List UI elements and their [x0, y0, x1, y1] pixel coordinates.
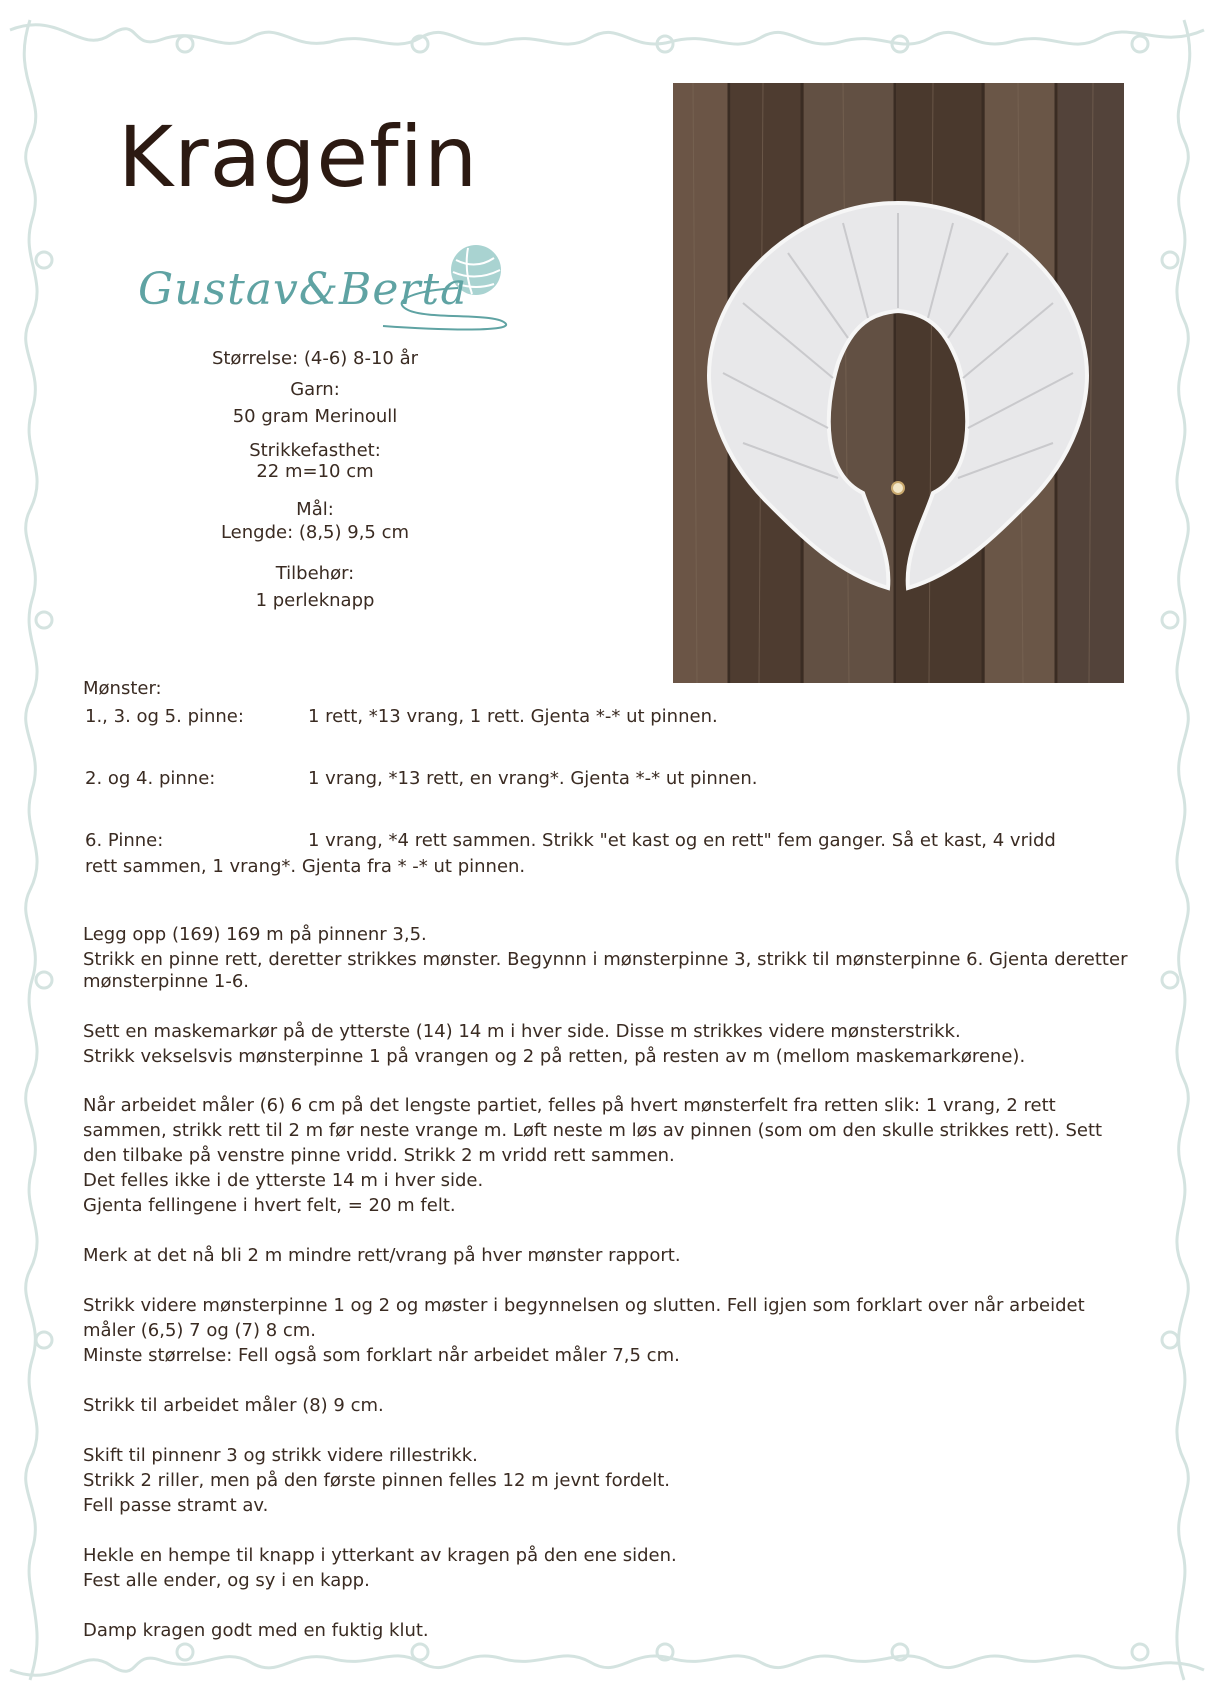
pattern-row-text: 1 vrang, *4 rett sammen. Strikk "et kast og en rett" fem ganger. Så et kast, 4 vridd [308, 830, 1056, 851]
instruction-steam: Damp kragen godt med en fuktig klut. [83, 1620, 429, 1641]
length-value: Lengde: (8,5) 9,5 cm [220, 522, 410, 543]
pattern-heading: Mønster: [83, 678, 162, 699]
pattern-row-label: 6. Pinne: [85, 830, 164, 851]
pattern-row-label: 1., 3. og 5. pinne: [85, 706, 244, 727]
instructions [83, 922, 1133, 1643]
instruction-cast-on: Legg opp (169) 169 m på pinnenr 3,5. [83, 924, 427, 945]
instruction-decrease: Når arbeidet måler (6) 6 cm på det lengste partiet, felles på hvert mønsterfelt fra retten slik: 1 vrang, 2 rett sammen, strikk rett til 2 m før neste vrange m. Løft neste m løs av pinnen (som om den skulle strikkes rett). Sett den tilbake på venstre pinne vridd. Strikk 2 m vridd rett sammen. [83, 1095, 1103, 1166]
instruction-start: Strikk en pinne rett, deretter strikkes mønster. Begynnn i mønsterpinne 3, strikk til mønsterpinne 6. Gjenta deretter mønsterpinne 1-6. [83, 949, 1128, 992]
instruction-smallest: Minste størrelse: Fell også som forklart når arbeidet måler 7,5 cm. [83, 1345, 680, 1366]
specs-block [155, 345, 475, 614]
pattern-row-text: 1 vrang, *13 rett, en vrang*. Gjenta *-* ut pinnen. [308, 768, 758, 789]
brand-name: Gustav&Berta [138, 264, 468, 315]
gauge-value: 22 m=10 cm [256, 461, 374, 482]
yarn-value: 50 gram Merinoull [232, 406, 398, 427]
collar-photo [673, 83, 1124, 683]
instruction-bind-off: Fell passe stramt av. [83, 1495, 269, 1516]
size-line: Størrelse: (4-6) 8-10 år [211, 348, 419, 369]
measure-label: Mål: [296, 499, 334, 520]
instruction-loop: Hekle en hempe til knapp i ytterkant av kragen på den ene siden. [83, 1545, 677, 1566]
instruction-alternate: Strikk vekselsvis mønsterpinne 1 på vrangen og 2 på retten, på resten av m (mellom maskemarkørene). [83, 1046, 1026, 1067]
notions-label: Tilbehør: [275, 563, 355, 584]
instruction-finish: Fest alle ender, og sy i en kapp. [83, 1570, 370, 1591]
yarn-label: Garn: [290, 379, 340, 400]
instruction-repeat: Gjenta fellingene i hvert felt, = 20 m felt. [83, 1195, 456, 1216]
instruction-note: Merk at det nå bli 2 m mindre rett/vrang på hver mønster rapport. [83, 1245, 681, 1266]
brand-logo [138, 240, 518, 340]
pattern-row-label: 2. og 4. pinne: [85, 768, 216, 789]
pattern-row-3-continuation: rett sammen, 1 vrang*. Gjenta fra * -* ut pinnen. [85, 856, 526, 877]
instruction-length: Strikk til arbeidet måler (8) 9 cm. [83, 1395, 384, 1416]
instruction-needle-change: Skift til pinnenr 3 og strikk videre rillestrikk. [83, 1445, 478, 1466]
instruction-continue: Strikk videre mønsterpinne 1 og 2 og møster i begynnelsen og slutten. Fell igjen som forklart over når arbeidet måler (6,5) 7 og (7) 8 cm. [83, 1295, 1085, 1341]
gauge-label: Strikkefasthet: [249, 440, 381, 461]
pattern-row-text: 1 rett, *13 vrang, 1 rett. Gjenta *-* ut pinnen. [308, 706, 718, 727]
instruction-ridges: Strikk 2 riller, men på den første pinnen felles 12 m jevnt fordelt. [83, 1470, 671, 1491]
instruction-markers: Sett en maskemarkør på de ytterste (14) 14 m i hver side. Disse m strikkes videre mønsterstrikk. [83, 1021, 961, 1042]
instruction-outer-stitches: Det felles ikke i de ytterste 14 m i hver side. [83, 1170, 484, 1191]
page-title: Kragefin [118, 108, 479, 206]
notions-value: 1 perleknapp [255, 590, 375, 611]
